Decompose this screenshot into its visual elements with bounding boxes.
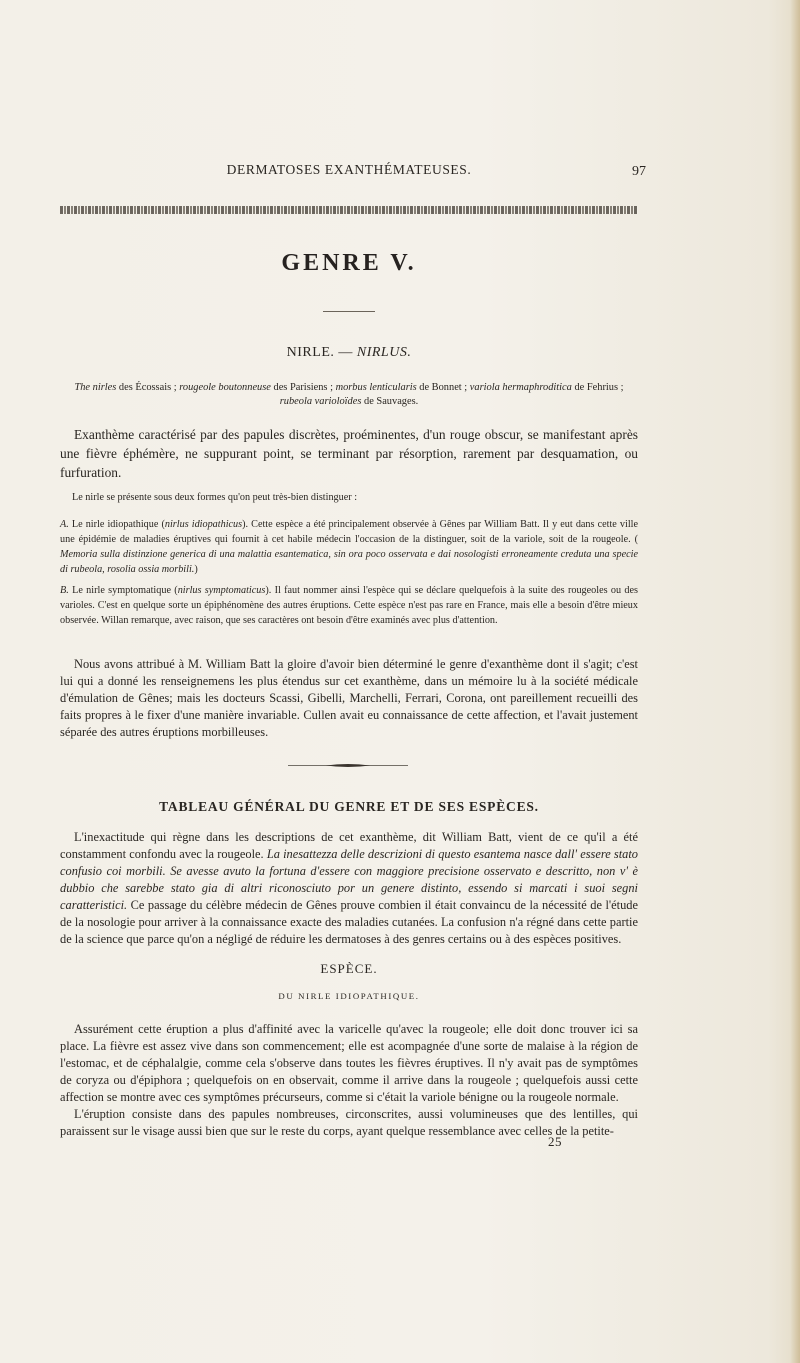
page-edge xyxy=(790,0,800,1363)
species-heading xyxy=(60,345,638,361)
synonym-4: variola hermaphroditica xyxy=(469,382,572,393)
synonym-source-3: de Bonnet ; xyxy=(416,382,470,393)
form-a-letter: A. xyxy=(60,519,69,530)
synonym-source-5: de Sauvages. xyxy=(361,396,419,407)
form-a-text-1: Le nirle idiopathique ( xyxy=(68,519,165,530)
form-a-text-2: ). Cette espèce a été principalement observée à Gênes par William Batt. Il y eut dans cette ville une épidémie de maladies éruptives qui fournit à cet habile médecin l'occasion de la distinguer, soit de la variole, soit de la rougeole. ( xyxy=(60,519,639,545)
page-number: 97 xyxy=(632,164,646,179)
assurement-paragraph: Assurément cette éruption a plus d'affinité avec la varicelle qu'avec la rougeole; elle doit donc trouver ici sa place. La fièvre est assez vive dans son commencement; elle est acompagnée d'une sorte de malaise à la région de l'estomac, et de céphalalgie, comme cela s'observe dans toutes les fièvres éruptives. Il n'y avait pas de symptômes de coryza ou d'épiphora ; quelquefois on en observait, comme il arrive dans la rougeole ; quelquefois aussi cette affection se montre avec ces symptômes précurseurs, comme si c'était la variole bénigne ou la rougeole normale. xyxy=(60,1022,638,1104)
form-a-citation: Memoria sulla distinzione generica di una malattia esantematica, sin ora poco osservata e dai nosologisti erroneamente creduta una specie di rubeola, rosolia ossia morbili. xyxy=(60,549,638,575)
espece-subtitle: DU NIRLE IDIOPATHIQUE. xyxy=(278,991,420,1001)
tableau-title: TABLEAU GÉNÉRAL DU GENRE ET DE SES ESPÈCES. xyxy=(159,799,539,814)
form-a-text-3: ) xyxy=(194,564,198,575)
form-b-paragraph xyxy=(60,583,638,628)
form-a-latin: nirlus idiopathicus xyxy=(164,519,243,530)
ornamental-band xyxy=(60,206,638,214)
form-b-latin: nirlus symptomaticus xyxy=(177,585,266,596)
synonym-3: morbus lenticularis xyxy=(335,382,417,393)
synonym-1: The nirles xyxy=(74,382,117,393)
form-b-text-1: Le nirle symptomatique ( xyxy=(68,585,178,596)
signature-mark: 25 xyxy=(548,1134,562,1149)
batt-italian-quote: La inesattezza delle descrizioni di questo esantema nasce dall' essere stato confusio coi morbili. Se avesse avuto la fortuna d'essere con maggiore precisione osservato e descritto, non v' è dubbio che sarebbe stato gia di altri riconosciuto por un genere distinto, essendo si marcati i suoi segni caratteristici. xyxy=(60,847,638,912)
running-head xyxy=(60,160,646,182)
synonymy xyxy=(60,381,638,409)
synonym-5: rubeola varioloïdes xyxy=(279,396,362,407)
form-b-text-2: ). Il faut nommer ainsi l'espèce qui se déclare quelquefois à la suite des rougeoles ou des varioles. C'est en quelque sorte un épiphénomène des autres éruptions. Cette espèce n'est pas rare en France, mais elle a besoin d'être mieux observée. Willan remarque, avec raison, que ses caractères ont besoin d'être examinés avec plus d'attention. xyxy=(60,585,638,626)
definition-paragraph: Exanthème caractérisé par des papules discrètes, proéminentes, d'un rouge obscur, se manifestant après une fièvre éphémère, ne suppurant point, se terminant par résorption, rarement par desquamation, ou furfuration. xyxy=(60,427,638,480)
synonym-source-4: de Fehrius ; xyxy=(571,382,624,393)
species-latin: NIRLUS. xyxy=(356,345,412,360)
inexactitude-paragraph xyxy=(60,829,638,948)
forms-intro: Le nirle se présente sous deux formes qu'on peut très-bien distinguer : xyxy=(72,492,358,503)
running-title: DERMATOSES EXANTHÉMATEUSES. xyxy=(226,162,472,177)
synonym-2: rougeole boutonneuse xyxy=(179,382,271,393)
dash-ornament xyxy=(288,763,408,768)
espece-title: ESPÈCE. xyxy=(320,961,378,976)
form-a-paragraph xyxy=(60,517,638,577)
form-b-letter: B. xyxy=(60,585,69,596)
inexact-text-1: L'inexactitude qui règne dans les descriptions de cet exanthème, dit William Batt, vient de ce qu'il a été constamment confondu avec la rougeole. xyxy=(60,830,638,861)
synonym-source-1: des Écossais ; xyxy=(116,382,180,393)
batt-paragraph: Nous avons attribué à M. William Batt la gloire d'avoir bien déterminé le genre d'exanthème dont il s'agit; c'est lui qui a donné les renseignemens les plus étendus sur cet exanthème, dans un mémoire lu à la société médicale d'émulation de Gênes; mais les docteurs Scassi, Gibelli, Marchelli, Ferrari, Corona, ont pareillement recueilli des faits propres à le fixer d'une manière invariable. Cullen avait eu connaissance de cette affection, et l'avait justement séparée des autres éruptions morbilleuses. xyxy=(60,657,638,739)
eruption-paragraph: L'éruption consiste dans des papules nombreuses, circonscrites, aussi volumineuses que des lentilles, qui paraissent sur le visage aussi bien que sur le reste du corps, ayant quelque ressemblance avec celles de la petite- xyxy=(60,1107,638,1138)
species-name: NIRLE. — xyxy=(286,345,357,360)
genus-rule xyxy=(323,311,375,312)
synonym-source-2: des Parisiens ; xyxy=(270,382,336,393)
genus-title: GENRE V. xyxy=(281,250,417,276)
inexact-text-2: Ce passage du célèbre médecin de Gênes prouve combien il était convaincu de la nécessité de l'étude de la nosologie pour arriver à la connaissance exacte des maladies cutanées. La confusion n'a régné dans cette partie de la science que parce qu'on a négligé de réduire les dermatoses à des genres certains ou à des espèces positives. xyxy=(60,898,638,946)
